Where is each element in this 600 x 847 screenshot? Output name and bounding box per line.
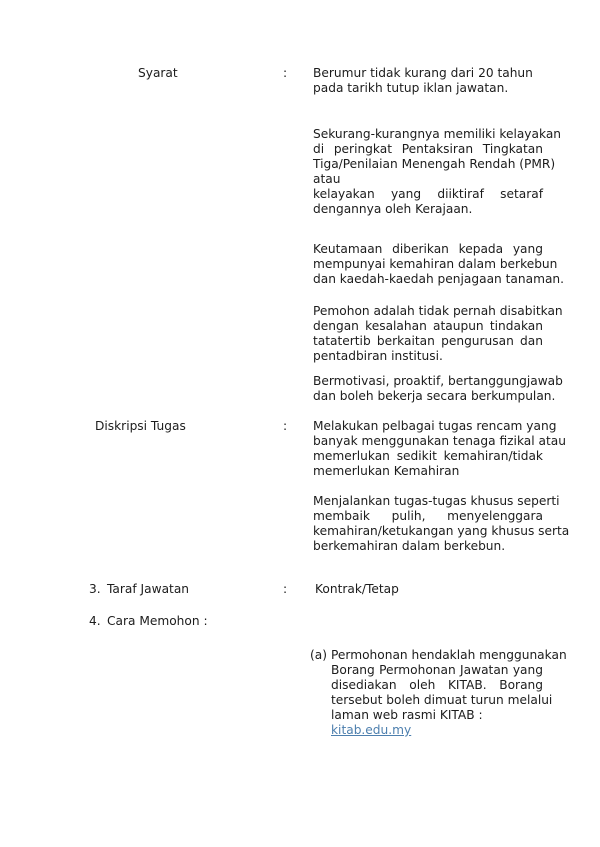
text-line: atau <box>313 172 341 186</box>
text-line: tatatertib berkaitan pengurusan dan <box>313 334 543 348</box>
text-line: Melakukan pelbagai tugas rencam yang <box>313 419 557 433</box>
text-line: Berumur tidak kurang dari 20 tahun <box>313 66 533 80</box>
text-line: Sekurang-kurangnya memiliki kelayakan <box>313 127 562 141</box>
paragraph-special-tasks <box>313 494 570 554</box>
text-line: dan boleh bekerja secara berkumpulan. <box>313 389 556 403</box>
text-line: di peringkat Pentaksiran Tingkatan <box>313 142 543 156</box>
item4-label: Cara Memohon : <box>107 614 208 628</box>
item4-number: 4. <box>89 614 101 628</box>
paragraph-age <box>313 66 543 96</box>
paragraph-qualification <box>313 127 562 217</box>
text-line: memerlukan sedikit kemahiran/tidak <box>313 449 543 463</box>
text-line: Keutamaan diberikan kepada yang <box>313 242 543 256</box>
text-line: dan kaedah-kaedah penjagaan tanaman. <box>313 272 565 286</box>
text-line: banyak menggunakan tenaga fizikal atau <box>313 434 566 448</box>
text-line: pada tarikh tutup iklan jawatan. <box>313 81 509 95</box>
text-line: memerlukan Kemahiran <box>313 464 460 478</box>
text-line: Permohonan hendaklah menggunakan <box>331 648 567 662</box>
text-line: Bermotivasi, proaktif, bertanggungjawab <box>313 374 563 388</box>
paragraph-apply <box>331 648 567 723</box>
text-line: Borang Permohonan Jawatan yang <box>331 663 543 677</box>
text-line: mempunyai kemahiran dalam berkebun <box>313 257 558 271</box>
text-line: berkemahiran dalam berkebun. <box>313 539 506 553</box>
paragraph-record <box>313 304 563 364</box>
text-line: membaik pulih, menyelenggara <box>313 509 543 523</box>
text-line: dengan kesalahan ataupun tindakan <box>313 319 543 333</box>
text-line: Menjalankan tugas-tugas khusus seperti <box>313 494 560 508</box>
item3-colon: : <box>283 582 288 596</box>
paragraph-general-tasks <box>313 419 566 479</box>
text-line: kelayakan yang diiktiraf setaraf <box>313 187 543 201</box>
paragraph-motivation <box>313 374 563 404</box>
text-line: dengannya oleh Kerajaan. <box>313 202 473 216</box>
text-line: pentadbiran institusi. <box>313 349 443 363</box>
kitab-website-link[interactable]: kitab.edu.my <box>331 723 412 737</box>
list-item-a-marker: (a) <box>310 648 327 662</box>
item3-value: Kontrak/Tetap <box>315 582 399 596</box>
item3-number: 3. <box>89 582 101 596</box>
text-line: Tiga/Penilaian Menengah Rendah (PMR) <box>313 157 556 171</box>
syarat-colon: : <box>283 66 288 80</box>
text-line: kemahiran/ketukangan yang khusus serta <box>313 524 570 538</box>
text-line: disediakan oleh KITAB. Borang <box>331 678 543 692</box>
diskripsi-label: Diskripsi Tugas <box>95 419 186 433</box>
diskripsi-colon: : <box>283 419 288 433</box>
text-line: Pemohon adalah tidak pernah disabitkan <box>313 304 563 318</box>
paragraph-priority <box>313 242 565 287</box>
text-line: laman web rasmi KITAB : <box>331 708 483 722</box>
text-line: tersebut boleh dimuat turun melalui <box>331 693 553 707</box>
item3-label: Taraf Jawatan <box>107 582 190 596</box>
syarat-label: Syarat <box>138 66 178 80</box>
